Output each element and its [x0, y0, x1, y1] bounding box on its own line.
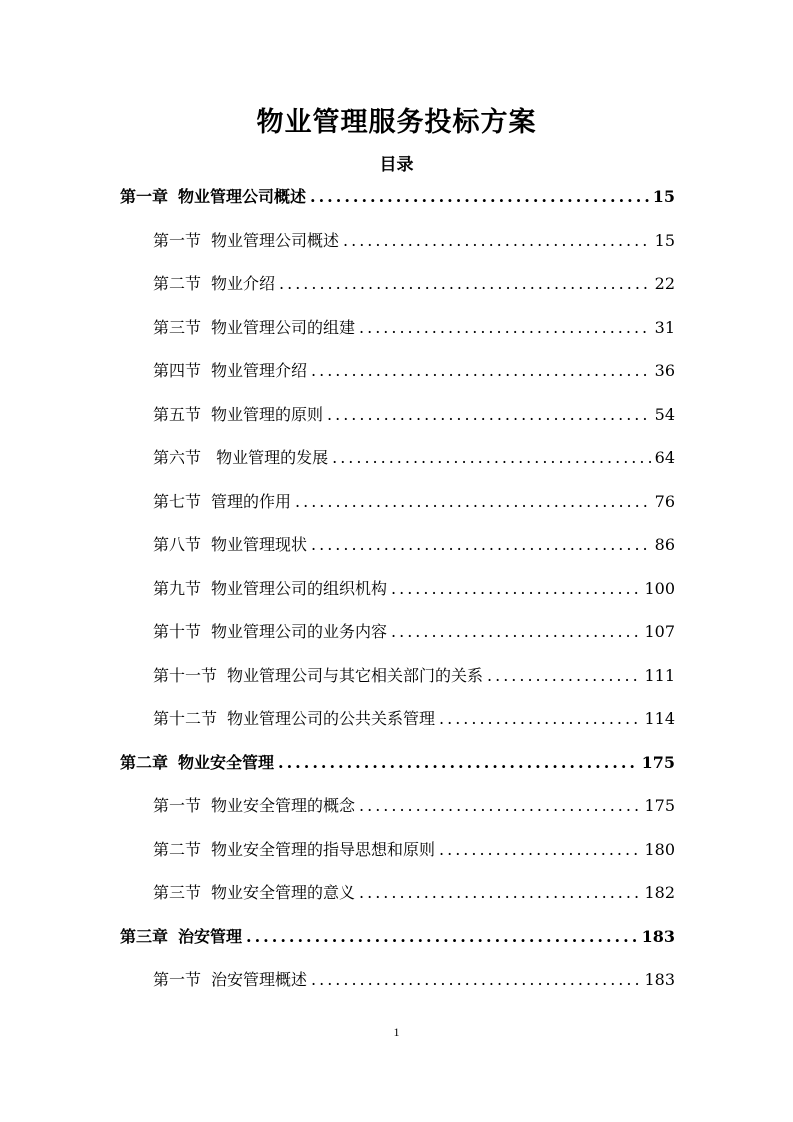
toc-section-entry[interactable] [153, 489, 675, 515]
toc-entry-title: 治安管理概述 [211, 970, 308, 989]
toc-entry-page: 183 [644, 970, 675, 989]
toc-section-entry[interactable] [153, 706, 675, 732]
toc-entry-title: 物业管理公司概述 [178, 187, 307, 206]
toc-leader-dots [343, 228, 651, 254]
toc-heading: 目录 [379, 155, 414, 175]
toc-entry-number: 第二节 [153, 839, 202, 859]
toc-leader-dots [327, 402, 651, 428]
toc-entry-title: 物业管理现状 [211, 535, 308, 554]
toc-entry-label [153, 228, 339, 254]
toc-entry-label [153, 358, 307, 384]
toc-entry-page: 64 [654, 448, 675, 467]
toc-entry-page: 175 [641, 752, 675, 772]
toc-entry-title: 物业管理介绍 [211, 361, 308, 380]
toc-entry-number: 第九节 [153, 578, 202, 598]
toc-entry-title: 物业安全管理 [178, 752, 275, 772]
toc-entry-number: 第十一节 [153, 665, 218, 685]
toc-entry-number: 第一章 [120, 187, 169, 206]
toc-entry-number: 第八节 [153, 535, 202, 554]
toc-entry-title: 物业介绍 [211, 274, 276, 293]
toc-entry-label [120, 750, 274, 776]
toc-entry-label [153, 315, 355, 341]
toc-entry-number: 第一节 [153, 796, 202, 815]
toc-leader-dots [359, 315, 651, 341]
toc-leader-dots [246, 924, 638, 950]
toc-entry-label [153, 445, 328, 471]
toc-entry-title: 物业安全管理的概念 [211, 796, 356, 815]
toc-section-entry[interactable] [153, 663, 675, 689]
toc-entry-label [153, 967, 307, 993]
toc-entry-label [153, 880, 355, 906]
toc-entry-number: 第二章 [120, 752, 169, 772]
toc-leader-dots [359, 793, 640, 819]
toc-section-entry[interactable] [153, 532, 675, 558]
toc-leader-dots [311, 358, 651, 384]
toc-entry-page: 22 [654, 274, 675, 293]
toc-entry-page: 175 [644, 796, 675, 815]
toc-entry-page: 76 [654, 491, 675, 511]
toc-leader-dots [391, 576, 640, 602]
toc-leader-dots [278, 750, 638, 776]
toc-leader-dots [439, 837, 640, 863]
toc-entry-label [153, 663, 483, 689]
toc-entry-number: 第一节 [153, 230, 202, 250]
toc-chapter-entry[interactable] [120, 750, 675, 776]
toc-entry-number: 第七节 [153, 491, 202, 511]
toc-entry-number: 第三节 [153, 317, 202, 337]
toc-entry-label [153, 619, 387, 645]
toc-section-entry[interactable] [153, 880, 675, 906]
toc-section-entry[interactable] [153, 793, 675, 819]
toc-leader-dots [311, 532, 651, 558]
toc-entry-page: 15 [652, 187, 675, 206]
toc-entry-title: 物业管理的发展 [211, 448, 329, 467]
document-title: 物业管理服务投标方案 [256, 107, 537, 138]
toc-entry-label [153, 532, 307, 558]
toc-entry-title: 物业管理公司的公共关系管理 [227, 709, 436, 728]
toc-entry-label [153, 402, 323, 428]
toc-entry-page: 36 [654, 361, 675, 380]
toc-leader-dots [279, 271, 651, 297]
toc-entry-page: 15 [654, 230, 675, 250]
toc-entry-number: 第三章 [120, 926, 169, 946]
toc-entry-label [153, 793, 355, 819]
toc-leader-dots [391, 619, 640, 645]
toc-entry-page: 107 [644, 622, 675, 641]
toc-section-entry[interactable] [153, 967, 675, 993]
toc-entry-title: 管理的作用 [211, 491, 292, 511]
toc-entry-label [153, 489, 291, 515]
toc-chapter-entry[interactable] [120, 924, 675, 950]
toc-entry-label [153, 837, 435, 863]
toc-entry-page: 86 [654, 535, 675, 554]
toc-entry-title: 物业安全管理的指导思想和原则 [211, 839, 436, 859]
toc-entry-number: 第四节 [153, 361, 202, 380]
toc-entry-page: 54 [654, 404, 675, 424]
toc-entry-label [153, 576, 387, 602]
toc-section-entry[interactable] [153, 445, 675, 471]
toc-leader-dots [439, 706, 640, 732]
toc-entry-number: 第一节 [153, 970, 202, 989]
toc-entry-title: 物业管理公司与其它相关部门的关系 [227, 665, 484, 685]
toc-entry-label [153, 271, 275, 297]
toc-entry-number: 第二节 [153, 274, 202, 293]
toc-entry-title: 物业管理公司的组织机构 [211, 578, 388, 598]
toc-leader-dots [487, 663, 640, 689]
toc-entry-title: 物业管理公司的组建 [211, 317, 356, 337]
toc-entry-title: 物业管理的原则 [211, 404, 324, 424]
toc-entry-page: 111 [644, 665, 675, 685]
toc-entry-page: 183 [641, 926, 675, 946]
toc-section-entry[interactable] [153, 228, 675, 254]
toc-leader-dots [295, 489, 651, 515]
toc-leader-dots [310, 184, 649, 210]
toc-section-entry[interactable] [153, 315, 675, 341]
toc-leader-dots [359, 880, 640, 906]
toc-chapter-entry[interactable] [120, 184, 675, 210]
toc-entry-page: 180 [644, 839, 675, 859]
toc-entry-number: 第十节 [153, 622, 202, 641]
toc-leader-dots [332, 445, 651, 471]
toc-entry-number: 第三节 [153, 883, 202, 902]
toc-entry-page: 114 [644, 709, 675, 728]
toc-section-entry[interactable] [153, 402, 675, 428]
toc-entry-page: 182 [644, 883, 675, 902]
page-number: 1 [393, 1025, 400, 1039]
toc-leader-dots [311, 967, 640, 993]
toc-entry-page: 31 [654, 317, 675, 337]
toc-section-entry[interactable] [153, 619, 675, 645]
toc-section-entry[interactable] [153, 837, 675, 863]
toc-entry-title: 治安管理 [178, 926, 243, 946]
toc-section-entry[interactable] [153, 358, 675, 384]
toc-section-entry[interactable] [153, 576, 675, 602]
toc-entry-page: 100 [644, 578, 675, 598]
toc-section-entry[interactable] [153, 271, 675, 297]
toc-entry-label [120, 924, 242, 950]
toc-entry-title: 物业安全管理的意义 [211, 883, 356, 902]
toc-entry-number: 第六节 [153, 448, 202, 467]
toc-entry-label [153, 706, 435, 732]
toc-entry-title: 物业管理公司的业务内容 [211, 622, 388, 641]
toc-entry-label [120, 184, 306, 210]
toc-entry-number: 第五节 [153, 404, 202, 424]
toc-entry-number: 第十二节 [153, 709, 218, 728]
toc-entry-title: 物业管理公司概述 [211, 230, 340, 250]
